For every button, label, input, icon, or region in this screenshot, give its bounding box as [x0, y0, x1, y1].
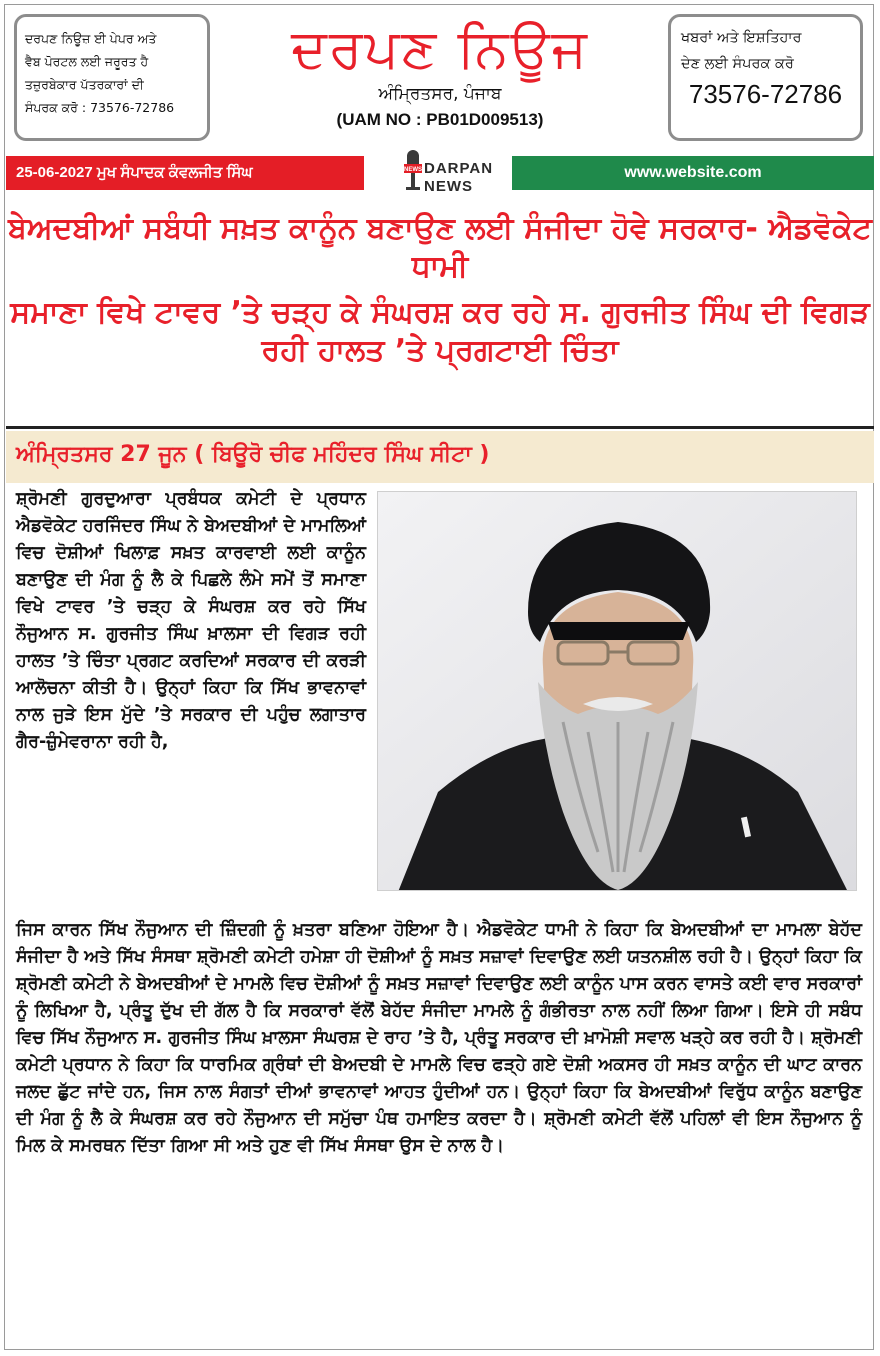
notice-line: ਦਰਪਣ ਨਿਊਜ਼ ਈ ਪੇਪਰ ਅਤੇ [25, 31, 157, 46]
logo-line: NEWS [424, 178, 473, 195]
svg-text:NEWS: NEWS [404, 167, 422, 173]
uam-number: (UAM NO : PB01D009513) [336, 110, 544, 129]
microphone-icon [402, 148, 424, 198]
logo-text [424, 160, 493, 196]
article-text-full-width: ਜਿਸ ਕਾਰਨ ਸਿੱਖ ਨੌਜੁਆਨ ਦੀ ਜ਼ਿੰਦਗੀ ਨੂੰ ਖ਼ਤਰਾ ਬਣਿਆ ਹੋਇਆ ਹੈ। ਐਡਵੋਕੇਟ ਧਾਮੀ ਨੇ ਕਿਹਾ ਕਿ ਬੇਅਦਬੀਆਂ ਦਾ ਮਾਮਲਾ ਬੇਹੱਦ ਸੰਜੀਦਾ ਹੈ ਅਤੇ ਸਿੱਖ ਸੰਸਥਾ ਸ਼੍ਰੋਮਣੀ ਕਮੇਟੀ ਹਮੇਸ਼ਾ ਹੀ ਦੋਸ਼ੀਆਂ ਨੂੰ ਸਖ਼ਤ ਸਜ਼ਾਵਾਂ ਦਿਵਾਉਣ ਲਈ ਯਤਨਸ਼ੀਲ ਰਹੀ ਹੈ। ਉਨ੍ਹਾਂ ਕਿਹਾ ਕਿ ਸ਼੍ਰੋਮਣੀ ਕਮੇਟੀ ਨੇ ਬੇਅਦਬੀਆਂ ਦੇ ਮਾਮਲੇ ਵਿਚ ਦੋਸ਼ੀਆਂ ਨੂੰ ਸਖ਼ਤ ਸਜ਼ਾਵਾਂ ਦਿਵਾਉਣ ਲਈ ਕਾਨੂੰਨ ਪਾਸ ਕਰਨ ਵਾਸਤੇ ਕਈ ਵਾਰ ਸਰਕਾਰਾਂ ਨੂੰ ਲਿਖਿਆ ਹੈ, ਪ੍ਰੰਤੂ ਦੁੱਖ ਦੀ ਗੱਲ ਹੈ ਕਿ ਸਰਕਾਰਾਂ ਵੱਲੋਂ ਬੇਹੱਦ ਸੰਜੀਦਾ ਮਾਮਲੇ ਨੂੰ ਗੰਭੀਰਤਾ ਨਾਲ ਨਹੀਂ ਲਿਆ ਗਿਆ। ਇਸੇ ਹੀ ਸਬੰਧ ਵਿਚ ਸਿੱਖ ਨੌਜੁਆਨ ਸ. ਗੁਰਜੀਤ ਸਿੰਘ ਖ਼ਾਲਸਾ ਸੰਘਰਸ਼ ਦੇ ਰਾਹ ’ਤੇ ਹੈ, ਪ੍ਰੰਤੂ ਸਰਕਾਰ ਦੀ ਖ਼ਾਮੋਸ਼ੀ ਸਵਾਲ ਖੜ੍ਹੇ ਕਰ ਰਹੀ ਹੈ। ਸ਼੍ਰੋਮਣੀ ਕਮੇਟੀ ਪ੍ਰਧਾਨ ਨੇ ਕਿਹਾ ਕਿ ਧਾਰਮਿਕ ਗ੍ਰੰਥਾਂ ਦੀ ਬੇਅਦਬੀ ਦੇ ਮਾਮਲੇ ਵਿਚ ਫੜ੍ਹੇ ਗਏ ਦੋਸ਼ੀ ਅਕਸਰ ਹੀ ਸਖ਼ਤ ਕਾਨੂੰਨ ਦੀ ਘਾਟ ਕਾਰਨ ਜਲਦ ਛੁੱਟ ਜਾਂਦੇ ਹਨ, ਜਿਸ ਨਾਲ ਸੰਗਤਾਂ ਦੀਆਂ ਭਾਵਨਾਵਾਂ ਆਹਤ ਹੁੰਦੀਆਂ ਹਨ। ਉਨ੍ਹਾਂ ਕਿਹਾ ਕਿ ਬੇਅਦਬੀਆਂ ਵਿਰੁੱਧ ਕਾਨੂੰਨ ਬਣਾਉਣ ਦੀ ਮੰਗ ਨੂੰ ਲੈ ਕੇ ਸੰਘਰਸ਼ ਕਰ ਰਹੇ ਨੌਜੁਆਨ ਦੀ ਸਮੁੱਚਾ ਪੰਥ ਹਮਾਇਤ ਕਰਦਾ ਹੈ। ਸ਼੍ਰੋਮਣੀ ਕਮੇਟੀ ਵੱਲੋਂ ਪਹਿਲਾਂ ਵੀ ਇਸ ਨੌਜੁਆਨ ਨੂੰ ਮਿਲ ਕੇ ਸਮਰਥਨ ਦਿੱਤਾ ਗਿਆ ਸੀ ਅਤੇ ਹੁਣ ਵੀ ਸਿੱਖ ਸੰਸਥਾ ਉਸ ਦੇ ਨਾਲ ਹੈ। [16, 920, 862, 1156]
headline-divider [6, 426, 874, 429]
contact-line: ਖਬਰਾਂ ਅਤੇ ਇਸ਼ਤਿਹਾਰ [681, 30, 802, 46]
notice-line: ਵੈਬ ਪੋਰਟਲ ਲਈ ਜਰੂਰਤ ਹੈ [25, 54, 149, 69]
newspaper-city: ਅੰਮ੍ਰਿਤਸਰ, ਪੰਜਾਬ [378, 84, 502, 104]
notice-line: ਤਜ਼ੁਰਬੇਕਾਰ ਪੱਤਰਕਾਰਾਂ ਦੀ [25, 77, 144, 92]
contact-line: ਦੇਣ ਲਈ ਸੰਪਰਕ ਕਰੋ [681, 56, 794, 72]
article-photo [377, 491, 857, 891]
logo-line: DARPAN [424, 160, 494, 177]
newspaper-title: ਦਰਪਣ ਨਿਊਜ [291, 17, 589, 80]
article-dateline: ਅੰਮ੍ਰਿਤਸਰ 27 ਜੂਨ ( ਬਿਊਰੋ ਚੀਫ ਮਹਿੰਦਰ ਸਿੰਘ ਸੀਟਾ ) [16, 442, 490, 467]
notice-line: ਸੰਪਰਕ ਕਰੋ : 73576-72786 [25, 100, 175, 115]
headline-line-1: ਬੇਅਦਬੀਆਂ ਸਬੰਧੀ ਸਖ਼ਤ ਕਾਨੂੰਨ ਬਣਾਉਣ ਲਈ ਸੰਜੀਦਾ ਹੋਵੇ ਸਰਕਾਰ- ਐਡਵੋਕੇਟ ਧਾਮੀ [8, 211, 872, 284]
recruitment-notice-box [14, 14, 210, 141]
headline [8, 210, 872, 370]
contact-phone: 73576-72786 [688, 79, 843, 109]
website-bar[interactable]: www.website.com [512, 156, 874, 190]
headline-line-2: ਸਮਾਣਾ ਵਿਖੇ ਟਾਵਰ ’ਤੇ ਚੜ੍ਹ ਕੇ ਸੰਘਰਸ਼ ਕਰ ਰਹੇ ਸ. ਗੁਰਜੀਤ ਸਿੰਘ ਦੀ ਵਿਗੜ ਰਹੀ ਹਾਲਤ ’ਤੇ ਪ੍ਰਗਟਾਈ ਚਿੰਤਾ [10, 295, 870, 368]
portrait-illustration [378, 492, 857, 891]
article-text-column: ਸ਼੍ਰੋਮਣੀ ਗੁਰਦੁਆਰਾ ਪ੍ਰਬੰਧਕ ਕਮੇਟੀ ਦੇ ਪ੍ਰਧਾਨ ਐਡਵੋਕੇਟ ਹਰਜਿੰਦਰ ਸਿੰਘ ਨੇ ਬੇਅਦਬੀਆਂ ਦੇ ਮਾਮਲਿਆਂ ਵਿਚ ਦੋਸ਼ੀਆਂ ਖਿਲਾਫ਼ ਸਖ਼ਤ ਕਾਰਵਾਈ ਲਈ ਕਾਨੂੰਨ ਬਣਾਉਣ ਦੀ ਮੰਗ ਨੂੰ ਲੈ ਕੇ ਪਿਛਲੇ ਲੰਮੇ ਸਮੇਂ ਤੋਂ ਸਮਾਣਾ ਵਿਖੇ ਟਾਵਰ ’ਤੇ ਚੜ੍ਹ ਕੇ ਸੰਘਰਸ਼ ਕਰ ਰਹੇ ਸਿੱਖ ਨੌਜੁਆਨ ਸ. ਗੁਰਜੀਤ ਸਿੰਘ ਖ਼ਾਲਸਾ ਦੀ ਵਿਗੜ ਰਹੀ ਹਾਲਤ ’ਤੇ ਚਿੰਤਾ ਪ੍ਰਗਟ ਕਰਦਿਆਂ ਸਰਕਾਰ ਦੀ ਕਰੜੀ ਆਲੋਚਨਾ ਕੀਤੀ ਹੈ। ਉਨ੍ਹਾਂ ਕਿਹਾ ਕਿ ਸਿੱਖ ਭਾਵਨਾਵਾਂ ਨਾਲ ਜੁੜੇ ਇਸ ਮੁੱਦੇ ’ਤੇ ਸਰਕਾਰ ਦੀ ਪਹੁੰਚ ਲਗਾਤਾਰ ਗੈਰ-ਜ਼ੁੰਮੇਵਰਾਨਾ ਰਹੀ ਹੈ, [16, 489, 366, 752]
date-editor-bar: 25-06-2027 ਮੁਖ ਸੰਪਾਦਕ ਕੰਵਲਜੀਤ ਸਿੰਘ [6, 156, 364, 190]
darpan-news-logo [398, 142, 494, 202]
masthead [220, 18, 660, 130]
advertising-contact-box [668, 14, 863, 141]
